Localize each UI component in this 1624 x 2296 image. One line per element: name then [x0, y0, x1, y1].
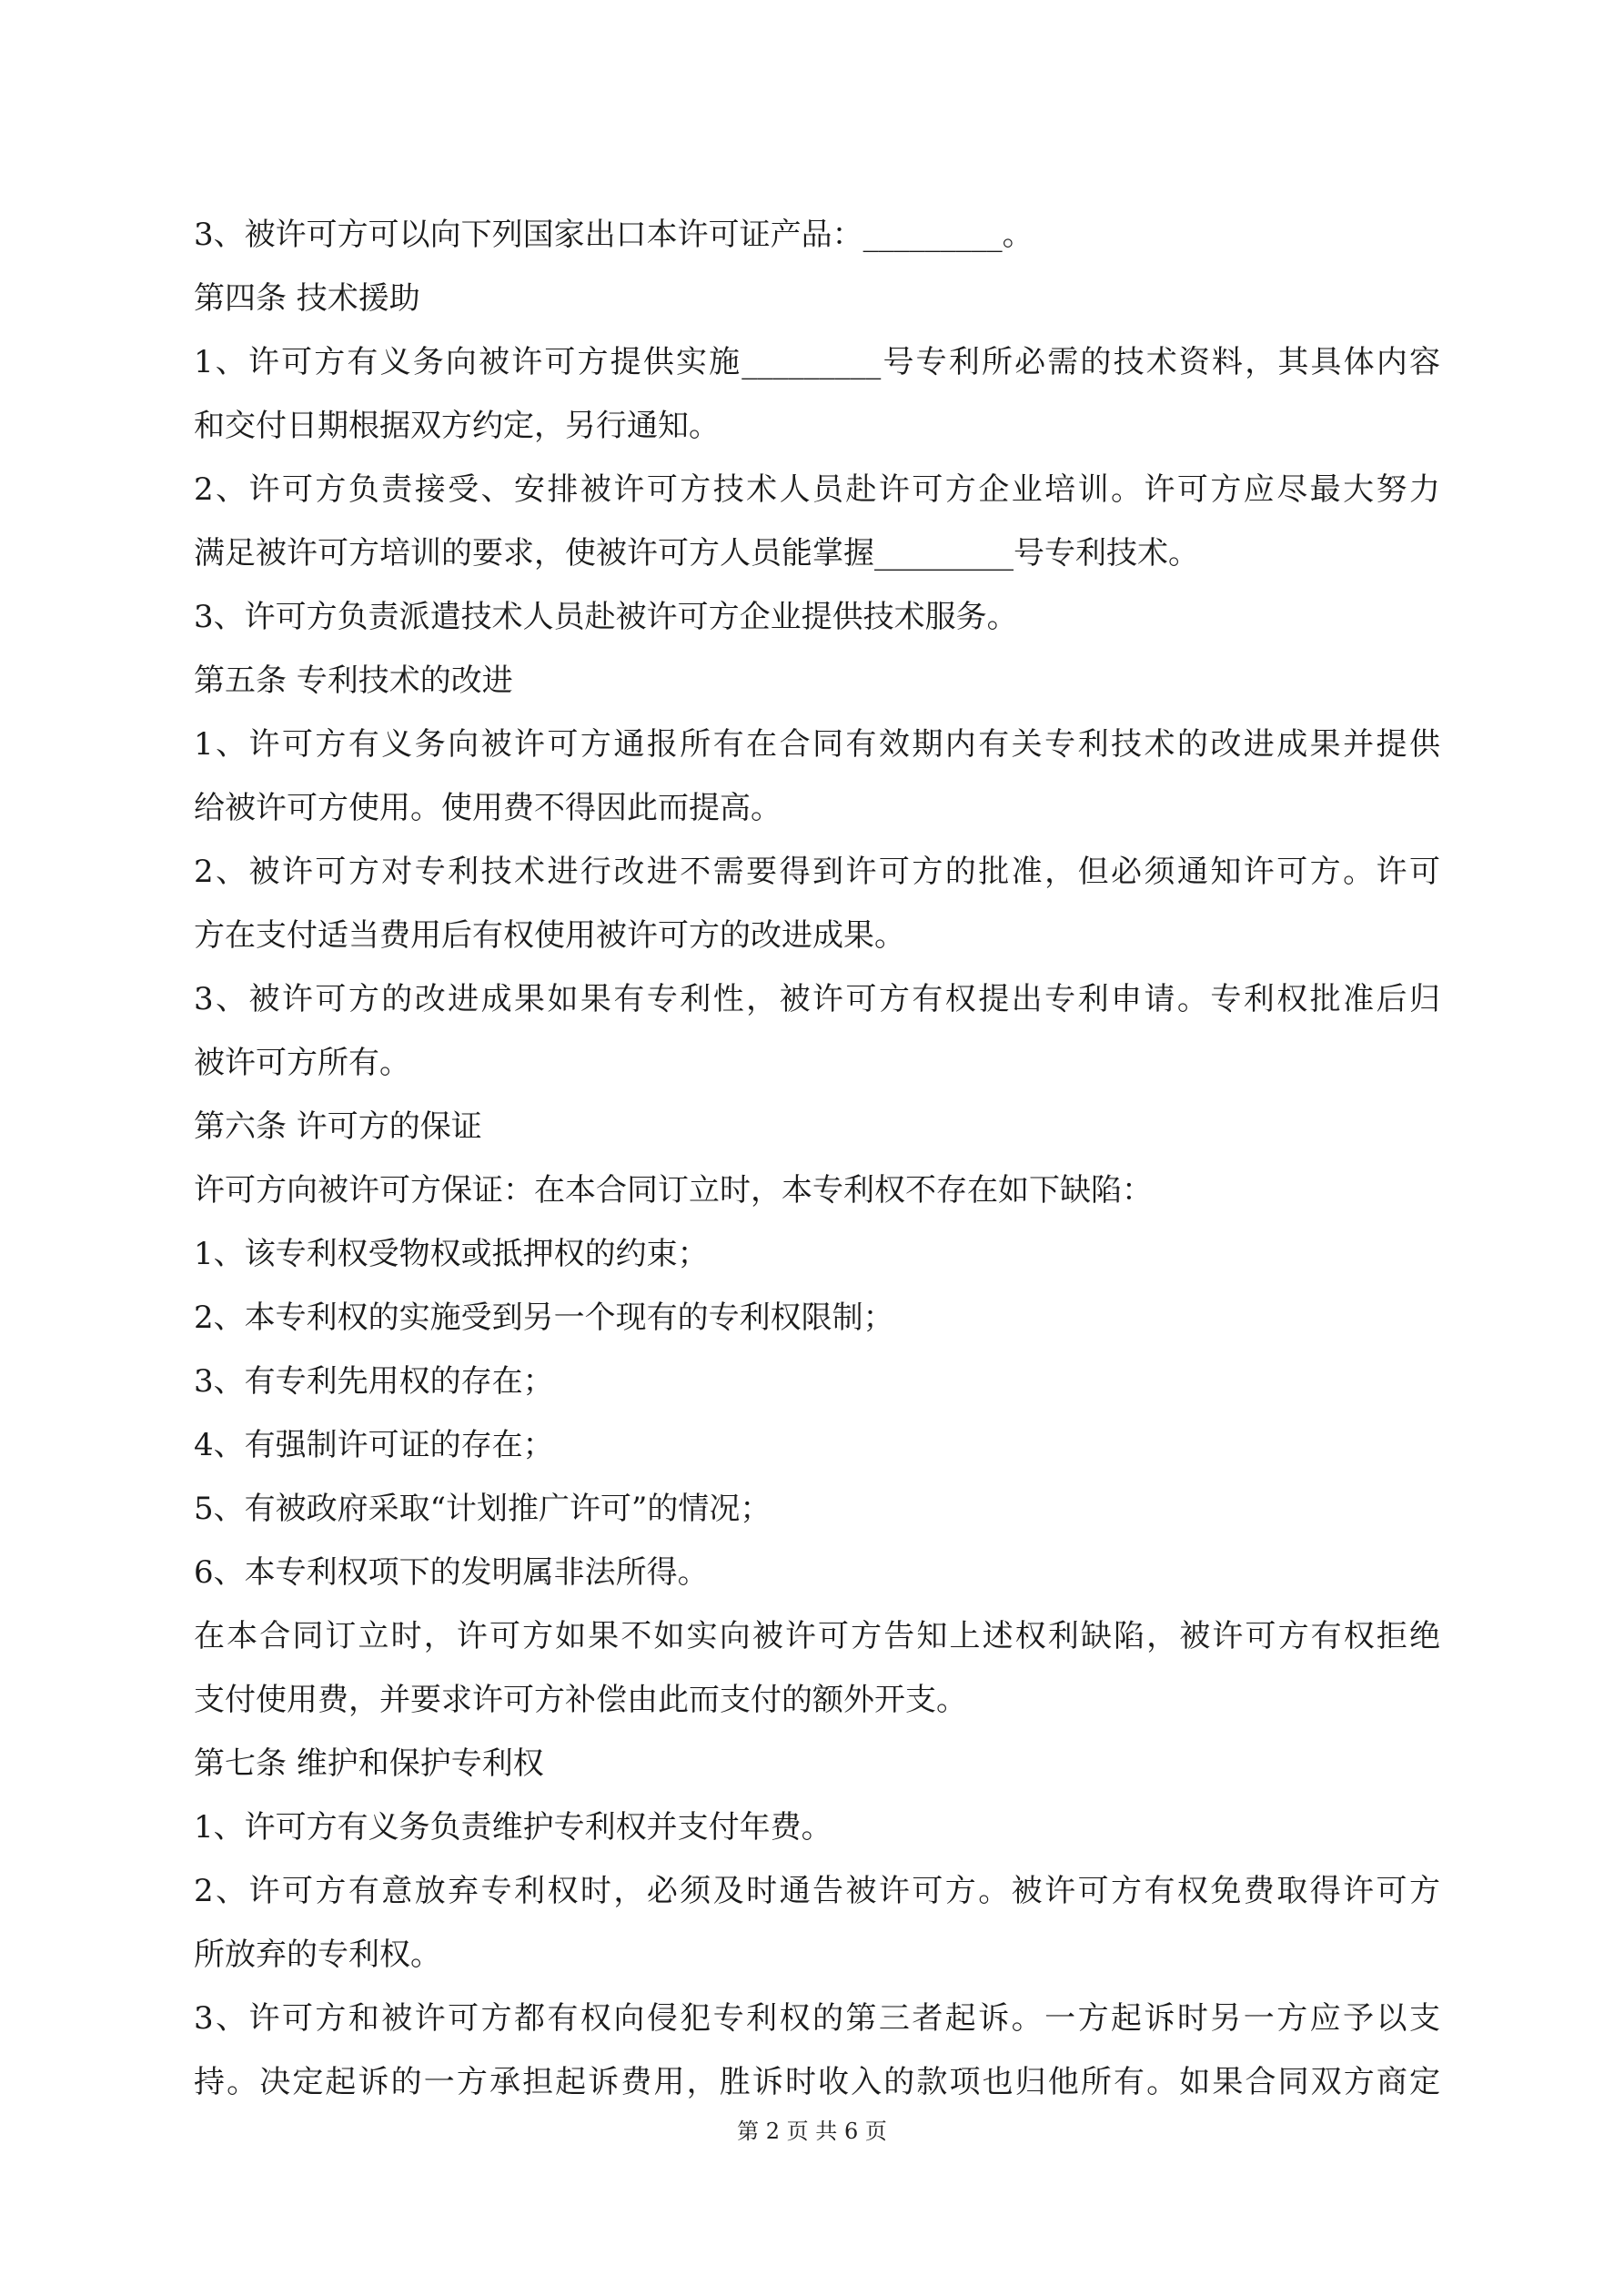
section-heading: 第四条 技术援助 [194, 280, 420, 317]
text-line: 2、许可方负责接受、安排被许可方技术人员赴许可方企业培训。许可方应尽最大努力 [194, 471, 1440, 508]
text-line: 许可方向被许可方保证：在本合同订立时，本专利权不存在如下缺陷： [194, 1172, 1153, 1209]
text-line: 在本合同订立时，许可方如果不如实向被许可方告知上述权利缺陷，被许可方有权拒绝 [194, 1618, 1440, 1654]
text-line: 3、许可方负责派遣技术人员赴被许可方企业提供技术服务。 [194, 599, 1018, 635]
text-line: 满足被许可方培训的要求，使被许可方人员能掌握_________号专利技术。 [194, 535, 1199, 571]
text-line: 和交付日期根据双方约定，另行通知。 [194, 408, 720, 444]
section-heading: 第五条 专利技术的改进 [194, 663, 513, 699]
text-line: 1、许可方有义务负责维护专利权并支付年费。 [194, 1809, 832, 1846]
text-line: 3、有专利先用权的存在； [194, 1363, 554, 1400]
text-line: 2、本专利权的实施受到另一个现有的专利权限制； [194, 1300, 894, 1336]
text-line: 被许可方所有。 [194, 1045, 410, 1081]
document-body [194, 203, 1440, 2114]
text-line: 1、许可方有义务向被许可方提供实施_________号专利所必需的技术资料，其具体内容 [194, 344, 1440, 380]
text-line: 6、本专利权项下的发明属非法所得。 [194, 1554, 709, 1591]
text-line: 3、被许可方的改进成果如果有专利性，被许可方有权提出专利申请。专利权批准后归 [194, 981, 1440, 1017]
text-line: 持。决定起诉的一方承担起诉费用，胜诉时收入的款项也归他所有。如果合同双方商定 [194, 2064, 1440, 2100]
text-line: 2、许可方有意放弃专利权时，必须及时通告被许可方。被许可方有权免费取得许可方 [194, 1873, 1440, 1909]
section-heading: 第七条 维护和保护专利权 [194, 1745, 544, 1782]
text-line: 1、该专利权受物权或抵押权的约束； [194, 1236, 709, 1272]
text-line: 支付使用费，并要求许可方补偿由此而支付的额外开支。 [194, 1682, 967, 1718]
text-line: 5、有被政府采取“计划推广许可”的情况； [194, 1491, 772, 1527]
text-line: 所放弃的专利权。 [194, 1937, 441, 1973]
text-line: 2、被许可方对专利技术进行改进不需要得到许可方的批准，但必须通知许可方。许可 [194, 854, 1440, 890]
text-line: 方在支付适当费用后有权使用被许可方的改进成果。 [194, 917, 905, 954]
section-heading: 第六条 许可方的保证 [194, 1108, 482, 1145]
text-line: 3、被许可方可以向下列国家出口本许可证产品：_________。 [194, 217, 1034, 253]
page-number: 第 2 页 共 6 页 [737, 2119, 887, 2144]
text-line: 4、有强制许可证的存在； [194, 1427, 554, 1463]
text-line: 1、许可方有义务向被许可方通报所有在合同有效期内有关专利技术的改进成果并提供 [194, 726, 1440, 763]
text-line: 给被许可方使用。使用费不得因此而提高。 [194, 790, 782, 826]
text-line: 3、许可方和被许可方都有权向侵犯专利权的第三者起诉。一方起诉时另一方应予以支 [194, 2000, 1440, 2037]
